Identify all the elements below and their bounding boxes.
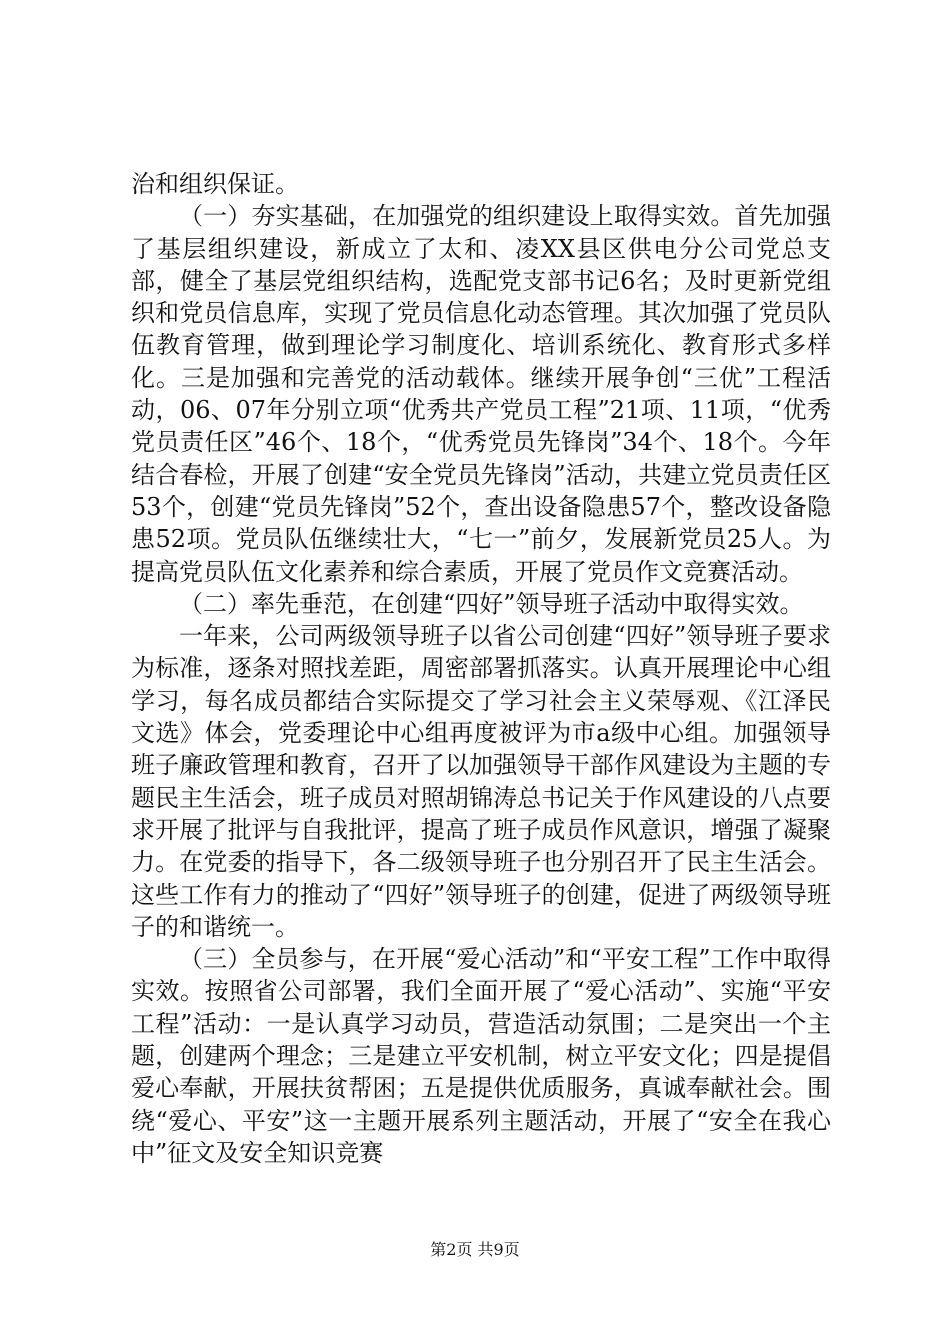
document-body: [131, 168, 831, 1169]
paragraph-section-two-heading: （二）率先垂范，在创建“四好”领导班子活动中取得实效。: [179, 589, 804, 618]
paragraph-continuation: 治和组织保证。: [131, 170, 299, 198]
paragraph-section-one: （一）夯实基础，在加强党的组织建设上取得实效。首先加强了基层组织建设，新成立了太和、凌XX县区供电分公司党总支部，健全了基层党组织结构，选配党支部书记6名；及时更新党组织和党员信息库，实现了党员信息化动态管理。其次加强了党员队伍教育管理，做到理论学习制度化、培训系统化、教育形式多样化。三是加强和完善党的活动载体。继续开展争创“三优”工程活动，06、07年分别立项“优秀共产党员工程”21项、11项，“优秀党员责任区”46个、18个，“优秀党员先锋岗”34个、18个。今年结合春检，开展了创建“安全党员先锋岗”活动，共建立党员责任区53个，创建“党员先锋岗”52个，查出设备隐患57个，整改设备隐患52项。党员队伍继续壮大，“七一”前夕，发展新党员25人。为提高党员队伍文化素养和综合素质，开展了党员作文竞赛活动。: [131, 202, 831, 586]
page-footer: [0, 1240, 950, 1260]
paragraph-section-three: （三）全员参与，在开展“爱心活动”和“平安工程”工作中取得实效。按照省公司部署，我们全面开展了“爱心活动”、实施“平安工程”活动：一是认真学习动员，营造活动氛围；二是突出一个主题，创建两个理念；三是建立平安机制，树立平安文化；四是提倡爱心奉献，开展扶贫帮困；五是提供优质服务，真诚奉献社会。围绕“爱心、平安”这一主题开展系列主题活动，开展了“安全在我心中”征文及安全知识竞赛: [131, 945, 831, 1167]
paragraph-leadership: 一年来，公司两级领导班子以省公司创建“四好”领导班子要求为标准，逐条对照找差距，周密部署抓落实。认真开展理论中心组学习，每名成员都结合实际提交了学习社会主义荣辱观、《江泽民文选》体会，党委理论中心组再度被评为市a级中心组。加强领导班子廉政管理和教育，召开了以加强领导干部作风建设为主题的专题民主生活会，班子成员对照胡锦涛总书记关于作风建设的八点要求开展了批评与自我批评，提高了班子成员作风意识，增强了凝聚力。在党委的指导下，各二级领导班子也分别召开了民主生活会。这些工作有力的推动了“四好”领导班子的创建，促进了两级领导班子的和谐统一。: [131, 622, 831, 941]
page-number: 第2页 共9页: [430, 1240, 520, 1259]
